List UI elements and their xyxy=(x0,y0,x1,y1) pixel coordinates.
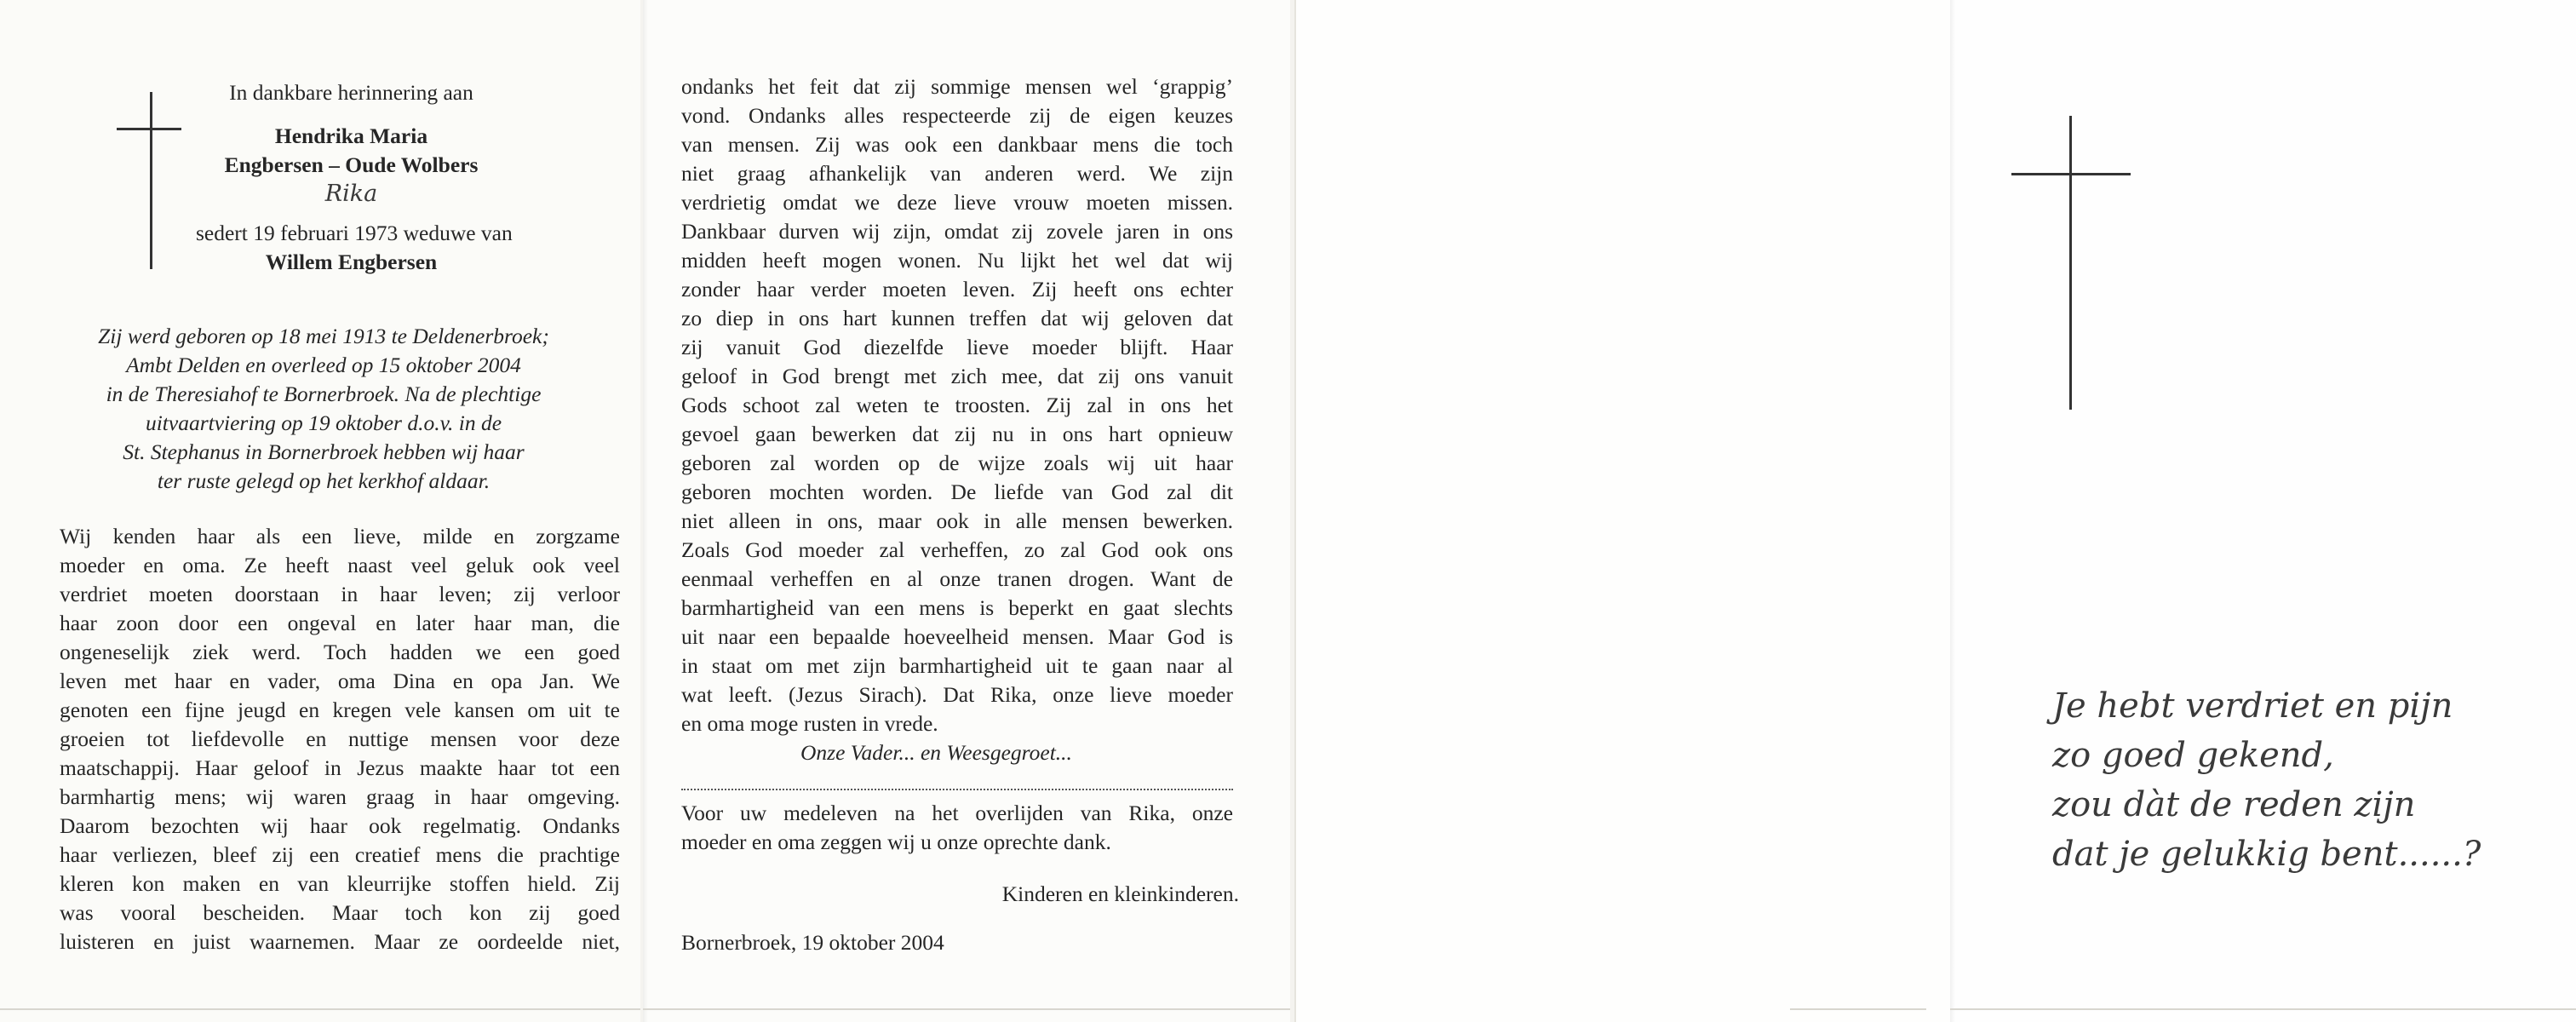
body-line: in staat om met zijn barmhartigheid uit te gaan naar al xyxy=(681,653,1233,678)
fold-shadow xyxy=(643,0,648,1022)
body-line: genoten een fijne jeugd en kregen vele kansen om uit te xyxy=(60,698,620,722)
body-line: verdriet moeten doorstaan in haar leven; zij verloor xyxy=(60,582,620,606)
nickname: Rika xyxy=(324,181,378,207)
body-line: van mensen. Zij was ook een dankbaar mens die toch xyxy=(681,132,1233,157)
body-line: haar zoon door een ongeval en later haar man, die xyxy=(60,611,620,635)
body-line: verdrietig omdat we deze lieve vrouw moeten missen. xyxy=(681,190,1233,215)
poem xyxy=(2052,681,2481,879)
body-line: leven met haar en vader, oma Dina en opa Jan. We xyxy=(60,669,620,693)
tribute-text-left xyxy=(60,522,620,956)
memorial-header xyxy=(196,78,513,277)
body-line: Zoals God moeder zal verheffen, zo zal God ook ons xyxy=(681,537,1233,562)
body-line: ondanks het feit dat zij sommige mensen wel ‘grappig’ xyxy=(681,74,1233,99)
tribute-text-right xyxy=(681,72,1233,767)
body-line: geboren mochten worden. De liefde van God zal dit xyxy=(681,479,1233,504)
birth-line: in de Theresiahof te Bornerbroek. Na de plechtige xyxy=(106,382,542,406)
birth-line: Ambt Delden en overleed op 15 oktober 2004 xyxy=(126,353,521,377)
body-line: niet alleen in ons, maar ook in alle mensen bewerken. xyxy=(681,508,1233,533)
widow-line: sedert 19 februari 1973 weduwe van xyxy=(196,221,513,245)
card-panel-left xyxy=(0,0,640,1022)
name-line-1: Hendrika Maria xyxy=(274,123,428,148)
body-line: kleren kon maken en van kleurrijke stoffen hield. Zij xyxy=(60,871,620,896)
card-edge xyxy=(0,1008,640,1010)
birth-line: uitvaartviering op 19 oktober d.o.v. in de xyxy=(145,411,502,435)
poem-line: zo goed gekend, xyxy=(2052,736,2334,775)
body-line: haar verliezen, bleef zij een creatief mens die prachtige xyxy=(60,842,620,867)
body-line: barmhartig mens; wij waren graag in haar omgeving. xyxy=(60,784,620,809)
birth-line: Zij werd geboren op 18 mei 1913 te Deldenerbroek; xyxy=(98,324,549,348)
fold-shadow xyxy=(1950,0,1955,1022)
body-line: gevoel gaan bewerken dat zij nu in ons hart opnieuw xyxy=(681,422,1233,446)
card-panel-middle xyxy=(643,0,1290,1022)
body-line: uit naar een bepaalde hoeveelheid mensen. Maar God is xyxy=(681,624,1233,649)
card-edge xyxy=(1790,1008,1926,1010)
cross-icon-left-beam xyxy=(117,128,181,130)
body-line: zo diep in ons hart kunnen treffen dat wij geloven dat xyxy=(681,306,1233,330)
card-edge xyxy=(643,1008,1290,1010)
body-line: en oma moge rusten in vrede. xyxy=(681,711,938,736)
body-line: Wij kenden haar als een lieve, milde en zorgzame xyxy=(60,524,620,548)
body-line: niet graag afhankelijk van anderen werd. We zijn xyxy=(681,161,1233,186)
thanks-line: moeder en oma zeggen wij u onze oprechte dank. xyxy=(681,830,1111,854)
thanks-paragraph xyxy=(681,799,1233,857)
cross-icon-front xyxy=(2069,116,2072,410)
body-line: wat leeft. (Jezus Sirach). Dat Rika, onze lieve moeder xyxy=(681,682,1233,707)
dotted-divider xyxy=(681,789,1233,790)
body-line: zij vanuit God diezelfde lieve moeder blijft. Haar xyxy=(681,335,1233,359)
body-line: groeien tot liefdevolle en nuttige mensen voor deze xyxy=(60,726,620,751)
birth-death-paragraph xyxy=(51,322,596,496)
signature-family: Kinderen en kleinkinderen. xyxy=(1001,881,1239,906)
body-line: zonder haar verder moeten leven. Zij heeft ons echter xyxy=(681,277,1233,301)
poem-line: dat je gelukkig bent......? xyxy=(2052,835,2481,874)
body-line: eenmaal verheffen en al onze tranen drogen. Want de xyxy=(681,566,1233,591)
body-line: moeder en oma. Ze heeft naast veel geluk ook veel xyxy=(60,553,620,577)
body-line: midden heeft mogen wonen. Nu lijkt het wel dat wij xyxy=(681,248,1233,273)
body-line: luisteren en juist waarnemen. Maar ze oordeelde niet, xyxy=(60,929,620,954)
body-line: was vooral bescheiden. Maar toch kon zij goed xyxy=(60,900,620,925)
card-edge xyxy=(1950,1008,2576,1010)
prayer-line: Onze Vader... en Weesgegroet... xyxy=(800,740,1072,765)
poem-line: zou dàt de reden zijn xyxy=(2052,785,2416,824)
body-line: geboren zal worden op de wijze zoals wij uit haar xyxy=(681,451,1233,475)
name-line-2: Engbersen – Oude Wolbers xyxy=(224,152,479,177)
body-line: geloof in God brengt met zich mee, dat zij ons vanuit xyxy=(681,364,1233,388)
birth-line: ter ruste gelegd op het kerkhof aldaar. xyxy=(157,468,491,493)
place-date: Bornerbroek, 19 oktober 2004 xyxy=(681,930,944,955)
husband-name: Willem Engbersen xyxy=(265,250,438,274)
thanks-line: Voor uw medeleven na het overlijden van Rika, onze xyxy=(681,801,1233,825)
cross-icon-left xyxy=(150,92,152,269)
cross-icon-front-beam xyxy=(2011,173,2131,175)
body-line: Daarom bezochten wij haar ook regelmatig. Ondanks xyxy=(60,813,620,838)
card-panel-front xyxy=(1950,0,2576,1022)
body-line: ongeneselijk ziek werd. Toch hadden we een goed xyxy=(60,640,620,664)
card-panel-blank xyxy=(1294,0,1952,1022)
body-line: Dankbaar durven wij zijn, omdat zij zovele jaren in ons xyxy=(681,219,1233,244)
body-line: Gods schoot zal weten te troosten. Zij zal in ons het xyxy=(681,393,1233,417)
body-line: maatschappij. Haar geloof in Jezus maakte haar tot een xyxy=(60,755,620,780)
birth-line: St. Stephanus in Bornerbroek hebben wij haar xyxy=(123,439,525,464)
intro-text: In dankbare herinnering aan xyxy=(229,80,473,105)
body-line: barmhartigheid van een mens is beperkt en gaat slechts xyxy=(681,595,1233,620)
body-line: vond. Ondanks alles respecteerde zij de eigen keuzes xyxy=(681,103,1233,128)
poem-line: Je hebt verdriet en pijn xyxy=(2052,686,2453,726)
